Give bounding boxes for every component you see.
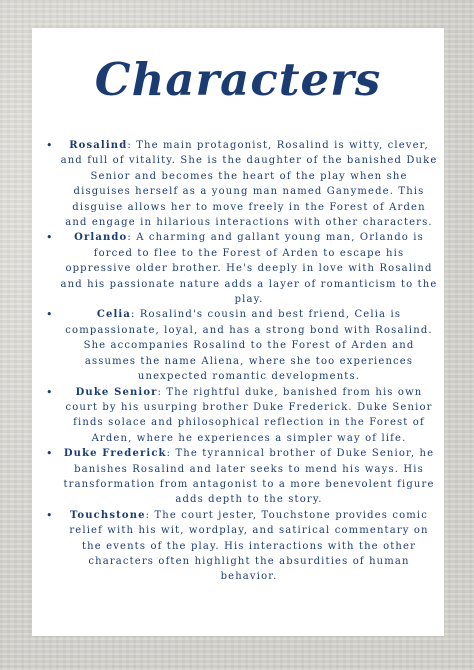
list-item — [46, 508, 438, 585]
character-list — [46, 138, 438, 585]
list-item — [46, 230, 438, 307]
character-name: Celia — [96, 309, 132, 321]
character-description: : A charming and gallant young man, Orlando is forced to flee to the Forest of Arden to escape his oppressive older brother. He's deeply in love with Rosalind and his passionate nature adds a layer of romanticism to the play. — [60, 232, 438, 306]
bullet-icon: • — [46, 385, 54, 399]
list-item — [46, 307, 438, 384]
bullet-icon: • — [46, 231, 54, 245]
page-title: Characters — [94, 53, 382, 106]
character-name: Duke Senior — [75, 386, 158, 398]
bullet-icon: • — [46, 308, 54, 322]
bullet-icon: • — [46, 139, 54, 152]
character-description: : The rightful duke, banished from his own court by his usurping brother Duke Frederick. Duke Senior finds solace and philosophical reflection in the Forest of Arden, where he experiences a simpler way of life. — [65, 386, 433, 444]
bullet-icon: • — [46, 447, 54, 461]
list-item — [46, 138, 438, 230]
character-name: Rosalind — [69, 140, 128, 151]
character-description: : The main protagonist, Rosalind is witty, clever, and full of vitality. She is the daughter of the banished Duke Senior and becomes the heart of the play when she disguises herself as a young man named Ganymede. This disguise allows her to move freely in the Forest of Arden and engage in hilarious interactions with other characters. — [60, 140, 438, 229]
list-item — [46, 385, 438, 447]
character-description: : The tyrannical brother of Duke Senior, he banishes Rosalind and later seeks to mend his ways. His transformation from antagonist to a more benevolent figure adds depth to the story. — [63, 448, 435, 506]
character-name: Touchstone — [69, 509, 146, 521]
character-description: : Rosalind's cousin and best friend, Celia is compassionate, loyal, and has a strong bond with Rosalind. She accompanies Rosalind to the Forest of Arden and assumes the name Aliena, where she too experiences unexpected romantic developments. — [65, 309, 433, 383]
bullet-icon: • — [46, 508, 54, 522]
character-description: : The court jester, Touchstone provides comic relief with his wit, wordplay, and satirical commentary on the events of the play. His interactions with the other characters often highlight the absurdities of human behavior. — [69, 509, 429, 583]
character-name: Orlando — [74, 232, 128, 244]
list-item — [46, 446, 438, 508]
content-card — [32, 28, 444, 636]
character-name: Duke Frederick — [63, 448, 167, 460]
